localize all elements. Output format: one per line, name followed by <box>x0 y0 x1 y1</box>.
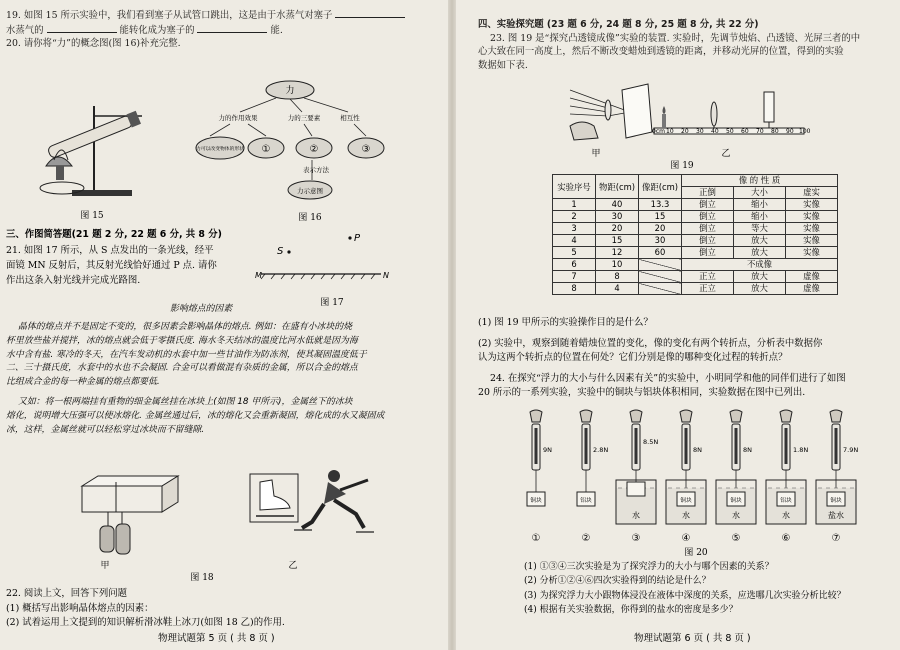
article-line: 杯里放些盐并搅拌，冰的熔点就会低于零摄氏度. 海水冬天结冰的温度比河水低就是因为海 <box>6 335 358 346</box>
ruler-tick: 20 <box>681 128 689 135</box>
spring-scale-setup <box>527 410 552 544</box>
spring-scale-setup <box>666 410 706 544</box>
fig20-buoyancy-experiments <box>518 408 878 548</box>
liquid-label: 水 <box>732 511 740 520</box>
ruler-tick: 90 <box>786 128 794 135</box>
fig18-ice-block <box>78 472 188 562</box>
liquid-label: 水 <box>682 511 690 520</box>
q23-line1: 23. 图 19 是“探究凸透镜成像”实验的装置. 实验时，先调节烛焰、凸透镜、光屏三者的中 <box>490 32 861 44</box>
table-header-orientation: 正倒 <box>682 187 734 199</box>
spring-scale-setup <box>816 410 858 544</box>
article-line: 晶体的熔点并不是固定不变的，很多因素会影响晶体的熔点. 例如：在盛有小冰块的烧 <box>18 322 353 332</box>
q24-questions <box>524 560 894 618</box>
experiment-number: ⑤ <box>731 533 741 544</box>
table-row: 4 15 30 倒立 放大 实像 <box>553 235 838 247</box>
fig18-skater <box>248 466 388 556</box>
force-reading: 7.9N <box>843 446 859 454</box>
q23-part2-line1: (2) 实验中，观察到随着蜡烛位置的变化，像的变化有两个转折点，分析表中数据你 <box>478 337 823 349</box>
q19-line1: 19. 如图 15 所示实验中，我们看到塞子从试管口跳出，这是由于水蒸气对塞子 <box>6 8 434 23</box>
spring-scale-setup <box>766 410 808 544</box>
q22-block <box>6 587 436 631</box>
spring-scale-setup <box>577 410 608 544</box>
table-row: 7 8 正立 放大 虚像 <box>553 271 838 283</box>
force-reading: 2.8N <box>593 446 609 454</box>
concept-blank-1[interactable]: ① <box>261 144 271 155</box>
fig17-caption: 图 17 <box>320 298 344 308</box>
point-p <box>348 236 351 239</box>
fig19-caption: 图 19 <box>670 161 694 171</box>
lens-data-table <box>552 174 838 295</box>
experiment-number: ④ <box>681 533 691 544</box>
liquid-label: 水 <box>632 511 640 520</box>
q22-text: 22. 阅读上文，回答下列问题 <box>6 588 128 599</box>
q21-text: 21. 如图 17 所示，从 S 点发出的一条光线，经平 面镜 MN 反射后，其反射光线恰好通过 P 点. 请你 作出这条入射光线并完成光路图. <box>6 245 217 287</box>
fig15-apparatus <box>32 96 152 206</box>
q24-part3: (3) 为探究浮力大小跟物体浸没在液体中深度的关系，应选哪几次实验分析比较？ <box>524 590 846 601</box>
table-header-v: 像距(cm) <box>639 175 682 199</box>
fig16-concept-map <box>198 80 408 210</box>
spring-scale-setup <box>616 410 658 544</box>
force-reading: 8N <box>743 446 752 454</box>
concept-branch-effect: 力的作用效果 <box>218 114 258 122</box>
q24-line1: 24. 在探究“浮力的大小与什么因素有关”的实验中，小明同学和他的同伴们进行了如图 <box>490 372 846 384</box>
q24-line2: 20 所示的一系列实验，实验中的铜块与铝块体积相同，实验数据在图中已列出. <box>478 387 806 399</box>
page-6-footer: 物理试题第 6 页 ( 共 8 页 ) <box>634 633 751 644</box>
q23-part2-line2: 认为这两个转折点的位置在何处？它们分别是像的哪种变化过程的转折点？ <box>478 352 788 364</box>
ruler-scale <box>652 128 812 140</box>
q23-line2: 心大致在同一高度上，然后不断改变蜡烛到透镜的距离，并移动光屏的位置，得到的实验 <box>478 46 844 58</box>
concept-root: 力 <box>285 86 295 96</box>
fig19-yi-label: 乙 <box>721 149 731 159</box>
experiment-number: ① <box>531 533 541 544</box>
table-header-nature: 像 的 性 质 <box>682 175 838 187</box>
article-title: 影响熔点的因素 <box>170 304 233 314</box>
article-line: 又如：将一根两端挂有重物的细金属丝挂在冰块上(如图 18 甲所示)，金属丝下的冰块 <box>18 396 353 407</box>
point-s-label: S <box>277 246 284 257</box>
ruler-tick: 100 <box>799 128 811 135</box>
article-line: 二、三十摄氏度，水套中的水也不会凝固. 合金可以看做混有杂质的金属，所以合金的熔点 <box>6 363 358 374</box>
fig18-caption: 图 18 <box>190 573 214 583</box>
q23-part1: (1) 图 19 甲所示的实验操作目的是什么？ <box>478 317 653 328</box>
fig18-yi-label: 乙 <box>288 561 298 571</box>
q19-line2: 水蒸气的 能转化成为塞子的 能. <box>6 24 283 36</box>
force-reading: 9N <box>543 446 552 454</box>
ruler-unit: 0cm <box>652 128 665 135</box>
mirror-n-label: N <box>383 271 389 280</box>
q22-part1: (1) 概括写出影响晶体熔点的因素： <box>6 602 154 614</box>
article-line: 熔化，说明增大压强可以使冰熔化. 金属丝通过后，冰的熔化又会重新凝固，熔化成的水又凝固成 <box>6 410 385 421</box>
article-body <box>6 321 438 437</box>
concept-blank-3[interactable]: ③ <box>361 144 371 155</box>
table-header-u: 物距(cm) <box>596 175 639 199</box>
table-row: 8 4 正立 放大 虚像 <box>553 283 838 295</box>
q24-part2: (2) 分析①②④⑥四次实验得到的结论是什么？ <box>524 576 711 587</box>
ruler-tick: 30 <box>696 128 704 135</box>
q20-text: 20. 请你将“力”的概念图(图 16)补充完整. <box>6 38 181 50</box>
fig16-caption: 图 16 <box>298 213 322 223</box>
fig19-jia-label: 甲 <box>591 149 601 159</box>
experiment-number: ⑦ <box>831 533 841 544</box>
ruler-tick: 50 <box>726 128 734 135</box>
concept-sub-label: 表示方法 <box>303 166 329 174</box>
section-3-heading: 三、作图简答题(21 题 2 分, 22 题 6 分, 共 8 分) <box>6 229 222 240</box>
experiment-number: ② <box>581 533 591 544</box>
article-line: 比组成合金的每一种金属的熔点都要低. <box>6 377 160 388</box>
concept-branch-elements: 力的三要素 <box>287 114 321 122</box>
fig15-caption: 图 15 <box>80 211 104 221</box>
spring-scale-setup <box>716 410 756 544</box>
ruler-tick: 80 <box>771 128 779 135</box>
force-reading: 8.5N <box>643 438 659 446</box>
q24-part4: (4) 根据有关实验数据，你得到的盐水的密度是多少？ <box>524 605 738 616</box>
liquid-label: 水 <box>782 511 790 520</box>
point-s <box>287 250 290 253</box>
concept-blank-2[interactable]: ② <box>309 144 319 155</box>
ruler-tick: 10 <box>666 128 674 135</box>
mirror-m-label: M <box>255 271 262 280</box>
article-line: 水中含有盐. 寒冷的冬天，在汽车发动机的水套中加一些甘油作为防冻剂，使其凝固温度低于 <box>6 349 367 360</box>
table-header-size: 大小 <box>734 187 786 199</box>
answer-blank[interactable] <box>197 23 267 33</box>
concept-node-shape: 力可以改变物体的形状 <box>196 147 244 152</box>
block-label: 铜块 <box>680 498 692 504</box>
fig20-caption: 图 20 <box>684 548 708 558</box>
article-line: 冰，这样，金属丝就可以轻松穿过冰块而不留缝隙. <box>6 424 205 435</box>
experiment-number: ⑥ <box>781 533 791 544</box>
ruler-tick: 70 <box>756 128 764 135</box>
section-4-heading: 四、实验探究题 (23 题 6 分, 24 题 8 分, 25 题 8 分, 共 22 分) <box>478 19 759 30</box>
point-p-label: P <box>354 233 361 244</box>
block-label: 铝块 <box>580 498 592 504</box>
block-label: 铜块 <box>530 498 542 504</box>
metal-block <box>627 482 645 496</box>
q22-part2: (2) 试着运用上文提到的知识解析滑冰鞋上冰刀(如图 18 乙)的作用. <box>6 617 285 629</box>
force-reading: 1.8N <box>793 446 809 454</box>
force-reading: 8N <box>693 446 702 454</box>
answer-blank[interactable] <box>335 8 405 18</box>
table-row: 6 10 不成像 <box>553 259 838 271</box>
page-5-footer: 物理试题第 5 页 ( 共 8 页 ) <box>158 633 275 644</box>
table-row: 1 40 13.3 倒立 缩小 实像 <box>553 199 838 211</box>
liquid-label: 盐水 <box>828 511 844 520</box>
block-label: 铜块 <box>830 498 842 504</box>
fig18-jia-label: 甲 <box>100 561 110 571</box>
q23-line3: 数据如下表. <box>478 59 528 71</box>
table-row: 2 30 15 倒立 缩小 实像 <box>553 211 838 223</box>
ruler-tick: 40 <box>711 128 719 135</box>
block-label: 铝块 <box>780 498 792 504</box>
fig19-jia-diagram <box>568 82 658 144</box>
experiment-number: ③ <box>631 533 641 544</box>
concept-node-diagram: 力示意图 <box>297 187 323 195</box>
fig17-mirror-diagram <box>255 232 395 292</box>
table-header-no: 实验序号 <box>553 175 596 199</box>
table-row: 3 20 20 倒立 等大 实像 <box>553 223 838 235</box>
table-header-type: 虚实 <box>786 187 838 199</box>
ruler-tick: 60 <box>741 128 749 135</box>
answer-blank[interactable] <box>47 23 117 33</box>
q23-questions <box>478 316 892 401</box>
table-row: 5 12 60 倒立 放大 实像 <box>553 247 838 259</box>
concept-branch-mutual: 相互性 <box>340 114 360 122</box>
block-label: 铜块 <box>730 498 742 504</box>
q24-part1: (1) ①③④三次实验是为了探究浮力的大小与哪个因素的关系？ <box>524 562 774 572</box>
